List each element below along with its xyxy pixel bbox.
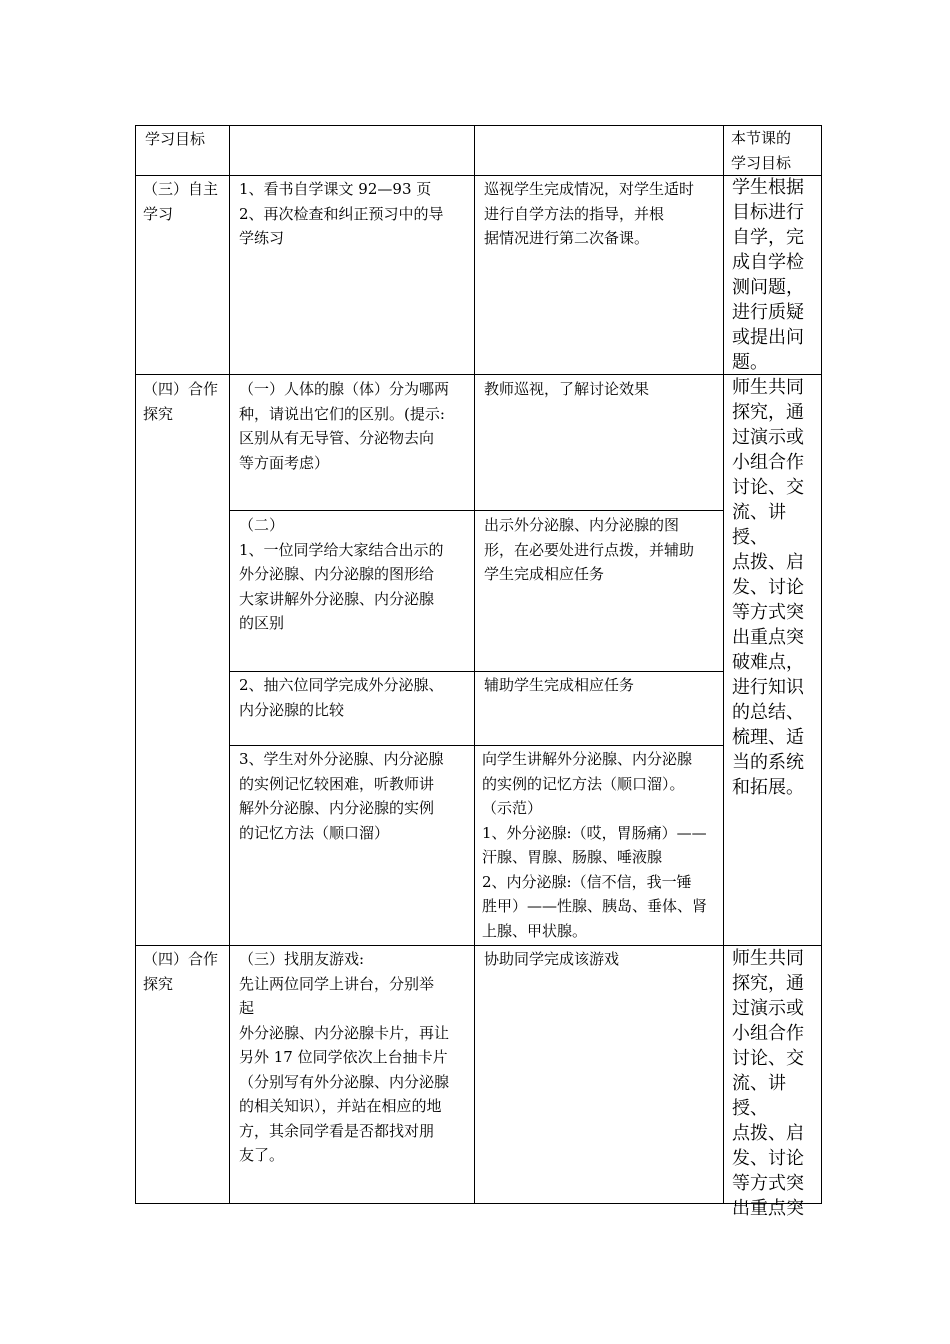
subrow-divider (229, 510, 723, 511)
purpose-cell: 学生根据 目标进行 自学，完 成自学检 测问题， 进行质疑 或提出问 题。 (732, 177, 804, 373)
column-divider (474, 125, 475, 1204)
student-activity-cell: 2、抽六位同学完成外分泌腺、 内分泌腺的比较 (239, 676, 444, 719)
stage-cell-cooperative-inquiry: （四）合作 探究 (143, 950, 219, 993)
row-divider (135, 175, 822, 176)
column-divider (723, 125, 724, 1204)
subrow-divider (229, 671, 723, 672)
stage-cell-self-study: （三）自主 学习 (143, 180, 219, 223)
subrow-divider (229, 745, 723, 746)
purpose-cell: 本节课的 学习目标 (731, 129, 792, 172)
student-activity-cell: （一）人体的腺（体）分为哪两 种，请说出它们的区别。(提示: 区别从有无导管、分泌物去向 等方面考虑） (239, 380, 450, 472)
student-activity-cell: （三）找朋友游戏: 先让两位同学上讲台，分别举 起 外分泌腺、内分泌腺卡片，再让 另外 17 位同学依次上台抽卡片 （分别写有外分泌腺、内分泌腺 的相关知识），并站在相应的地 方，其余同学看是否都找对朋 友了。 (239, 950, 450, 1164)
lesson-plan-table (135, 125, 822, 1219)
teacher-activity-cell: 向学生讲解外分泌腺、内分泌腺 的实例的记忆方法（顺口溜）。 （示范） 1、外分泌腺:（哎，胃肠痛）—— 汗腺、胃腺、肠腺、唾液腺 2、内分泌腺:（信不信，我一锤 胜甲）——性腺、胰岛、垂体、肾 上腺、甲状腺。 (482, 750, 708, 940)
teacher-activity-cell: 出示外分泌腺、内分泌腺的图 形，在必要处进行点拨，并辅助 学生完成相应任务 (484, 516, 695, 583)
teacher-activity-cell: 辅助学生完成相应任务 (484, 676, 635, 694)
teacher-activity-cell: 巡视学生完成情况，对学生适时 进行自学方法的指导，并根 据情况进行第二次备课。 (484, 180, 695, 247)
table-border-bottom (135, 1203, 822, 1204)
student-activity-cell: 3、学生对外分泌腺、内分泌腺 的实例记忆较困难，听教师讲 解外分泌腺、内分泌腺的实例 的记忆方法（顺口溜） (239, 750, 444, 842)
student-activity-cell: 1、看书自学课文 92—93 页 2、再次检查和纠正预习中的导 学练习 (239, 180, 444, 247)
teacher-activity-cell: 教师巡视，了解讨论效果 (484, 380, 650, 398)
table-border-left (135, 125, 136, 1204)
table-border-top (135, 125, 822, 126)
teacher-activity-cell: 协助同学完成该游戏 (484, 950, 620, 968)
row-divider (135, 945, 822, 946)
stage-cell-cooperative-inquiry: （四）合作 探究 (143, 380, 219, 423)
column-divider (229, 125, 230, 1204)
stage-cell-learning-goal: 学习目标 (145, 130, 206, 148)
row-divider (135, 374, 822, 375)
student-activity-cell: （二） 1、一位同学给大家结合出示的 外分泌腺、内分泌腺的图形给 大家讲解外分泌腺、内分泌腺 的区别 (239, 516, 444, 632)
purpose-cell: 师生共同 探究，通 过演示或 小组合作 讨论、交 流、讲授、 点拨、启 发、讨论 等方式突 出重点突 (732, 948, 804, 1219)
purpose-cell: 师生共同 探究，通 过演示或 小组合作 讨论、交 流、讲授、 点拨、启 发、讨论 等方式突 出重点突 破难点， 进行知识 的总结、 梳理、适 当的系统 和拓展。 (732, 377, 804, 798)
table-border-right (821, 125, 822, 1204)
